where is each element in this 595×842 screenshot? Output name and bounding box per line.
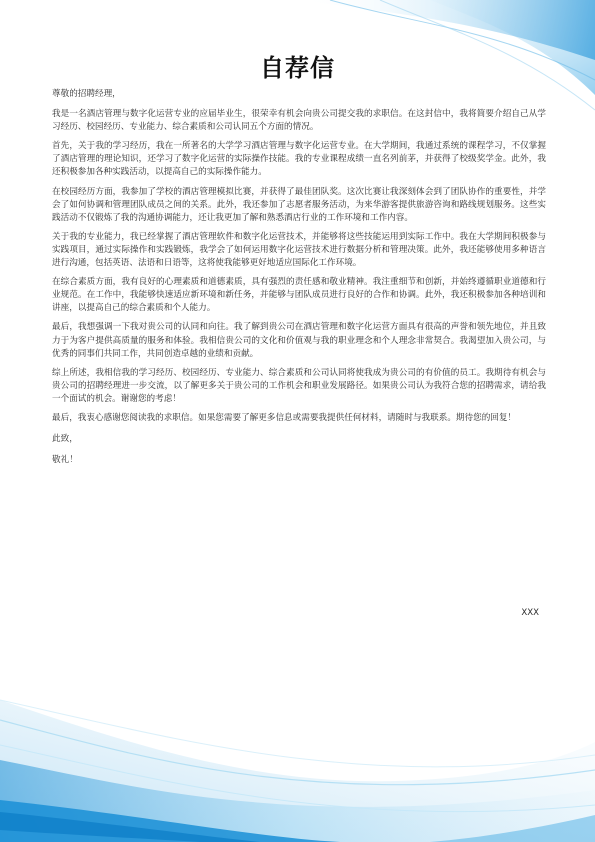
- paragraph-intro: 我是一名酒店管理与数字化运营专业的应届毕业生，很荣幸有机会向贵公司提交我的求职信。在这封信中，我将简要介绍自己从学习经历、校园经历、专业能力、综合素质和公司认同五个方面的情况。: [52, 109, 546, 133]
- paragraph-thanks: 最后，我衷心感谢您阅读我的求职信。如果您需要了解更多信息或需要我提供任何材料，请随时与我联系。期待您的回复！: [52, 412, 517, 423]
- paragraph-quality: 在综合素质方面，我有良好的心理素质和道德素质，具有强烈的责任感和敬业精神。我注重细节和创新，并始终遵循职业道德和行业规范。在工作中，我能够快速适应新环境和新任务，并能够与团队成员进行良好的合作和协调。此外，我还积极参加各种培训和讲座，以提高自己的综合素质和个人能力。: [52, 277, 546, 314]
- signature: XXX: [521, 608, 539, 618]
- paragraph-company: 最后，我想强调一下我对贵公司的认同和向往。我了解到贵公司在酒店管理和数字化运营方面具有很高的声誉和领先地位，并且致力于为客户提供高质量的服务和体验。我相信贵公司的文化和价值观与我的职业理念和个人理念非常契合。我渴望加入贵公司，与优秀的同事们共同工作，共同创造卓越的业绩和贡献。: [52, 322, 546, 359]
- paragraph-skills: 关于我的专业能力，我已经掌握了酒店管理软件和数字化运营技术，并能够将这些技能运用到实际工作中。我在大学期间积极参与实践项目，通过实际操作和实践锻炼，我学会了如何运用数字化运营技术进行数据分析和管理决策。此外，我还能够使用多种语言进行沟通，包括英语、法语和日语等，这将使我能够更好地适应国际化工作环境。: [52, 231, 546, 269]
- paragraph-summary: 综上所述，我相信我的学习经历、校园经历、专业能力、综合素质和公司认同将使我成为贵公司的有价值的员工。我期待有机会与贵公司的招聘经理进一步交流，以了解更多关于贵公司的工作机会和职业发展路径。如果贵公司认为我符合您的招聘需求，请给我一个面试的机会。谢谢您的考虑！: [52, 367, 546, 404]
- letter-body: [52, 88, 546, 473]
- paragraph-campus: 在校园经历方面，我参加了学校的酒店管理模拟比赛，并获得了最佳团队奖。这次比赛让我深刻体会到了团队协作的重要性，并学会了如何协调和管理团队成员之间的关系。此外，我还参加了志愿者服务活动，为来华游客提供旅游咨询和路线规划服务。这些实践活动不仅锻炼了我的沟通协调能力，还让我更加了解和熟悉酒店行业的工作环境和工作内容。: [52, 186, 546, 223]
- paragraph-study: 首先，关于我的学习经历，我在一所著名的大学学习酒店管理与数字化运营专业。在大学期间，我通过系统的课程学习，不仅掌握了酒店管理的理论知识，还学习了数字化运营的实际操作技能。我的专业课程成绩一直名列前茅，并获得了校级奖学金。此外，我还积极参加各种实践活动，以提高自己的实际操作能力。: [52, 141, 546, 178]
- regards: 敬礼！: [52, 455, 78, 466]
- letter-title: 自荐信: [260, 54, 335, 82]
- closing: 此致，: [52, 434, 78, 445]
- salutation: 尊敬的招聘经理，: [52, 89, 121, 99]
